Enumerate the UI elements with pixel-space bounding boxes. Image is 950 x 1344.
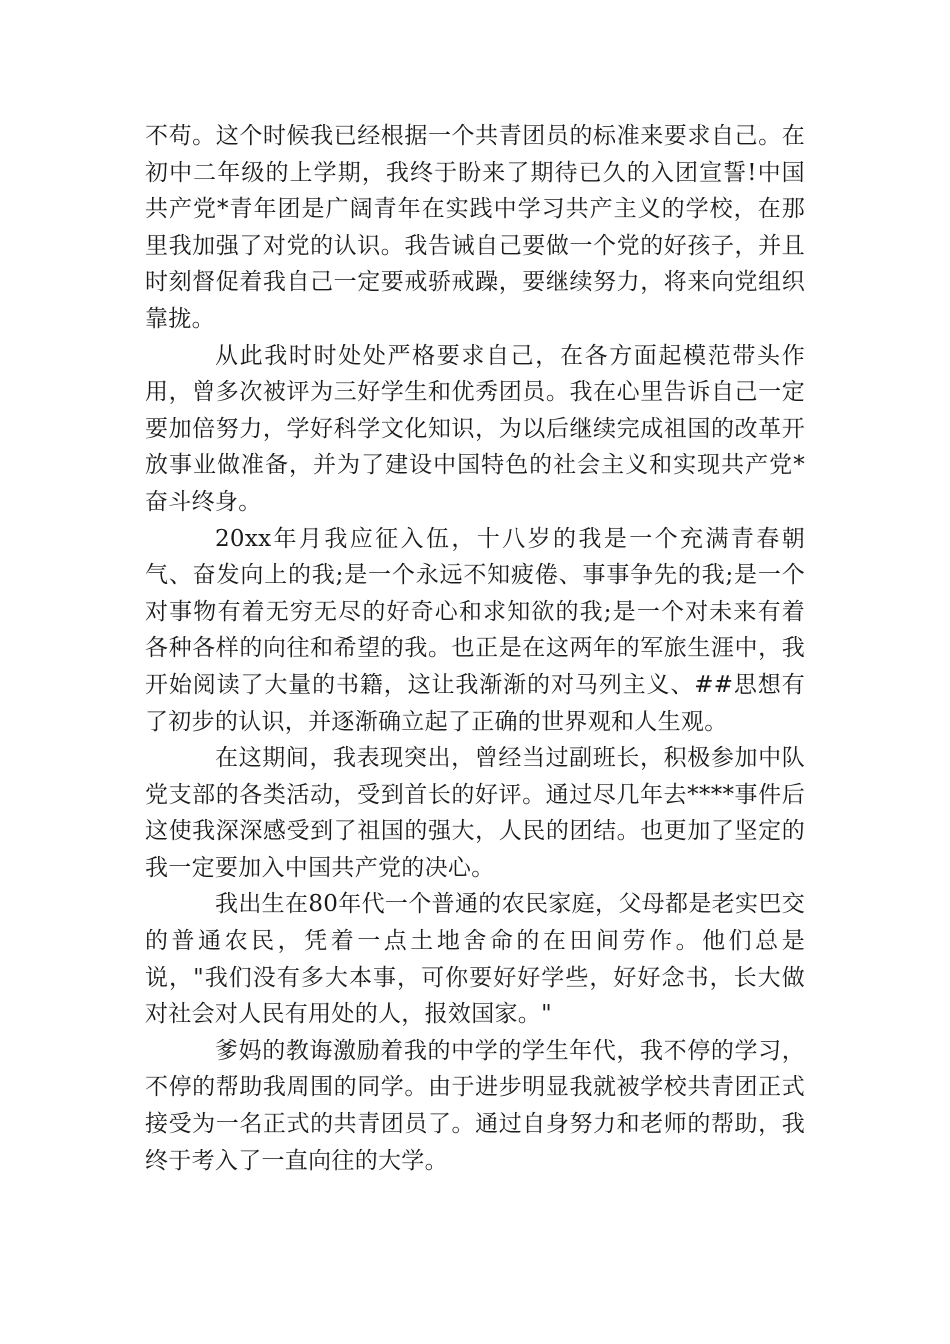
paragraph-4: 在这期间，我表现突出，曾经当过副班长，积极参加中队党支部的各类活动，受到首长的好评。通过尽几年去****事件后这使我深深感受到了祖国的强大，人民的团结。也更加了坚定的我一定要加入中国共产党的决心。 — [145, 745, 805, 881]
paragraph-2: 从此我时时处处严格要求自己，在各方面起模范带头作用，曾多次被评为三好学生和优秀团员。我在心里告诉自己一定要加倍努力，学好科学文化知识，为以后继续完成祖国的改革开放事业做准备，并为了建设中国特色的社会主义和实现共产党*奋斗终身。 — [145, 342, 805, 515]
paragraph-3: 20xx年月我应征入伍，十八岁的我是一个充满青春朝气、奋发向上的我;是一个永远不知疲倦、事事争先的我;是一个对事物有着无穷无尽的好奇心和求知欲的我;是一个对未来有着各种各样的向往和希望的我。也正是在这两年的军旅生涯中，我开始阅读了大量的书籍，这让我渐渐的对马列主义、##思想有了初步的认识，并逐渐确立起了正确的世界观和人生观。 — [145, 525, 805, 735]
paragraph-1: 不苟。这个时候我已经根据一个共青团员的标准来要求自己。在初中二年级的上学期，我终于盼来了期待已久的入团宣誓!中国共产党*青年团是广阔青年在实践中学习共产主义的学校，在那里我加强了对党的认识。我告诫自己要做一个党的好孩子，并且时刻督促着我自己一定要戒骄戒躁，要继续努力，将来向党组织靠拢。 — [145, 123, 805, 332]
paragraph-5: 我出生在80年代一个普通的农民家庭，父母都是老实巴交的普通农民，凭着一点土地舍命的在田间劳作。他们总是说，"我们没有多大本事，可你要好好学些，好好念书，长大做对社会对人民有用处的人，报效国家。" — [145, 891, 805, 1028]
paragraph-6: 爹妈的教诲激励着我的中学的学生年代，我不停的学习，不停的帮助我周围的同学。由于进步明显我就被学校共青团正式接受为一名正式的共青团员了。通过自身努力和老师的帮助，我终于考入了一直向往的大学。 — [145, 1037, 805, 1174]
document-page — [145, 118, 805, 1179]
